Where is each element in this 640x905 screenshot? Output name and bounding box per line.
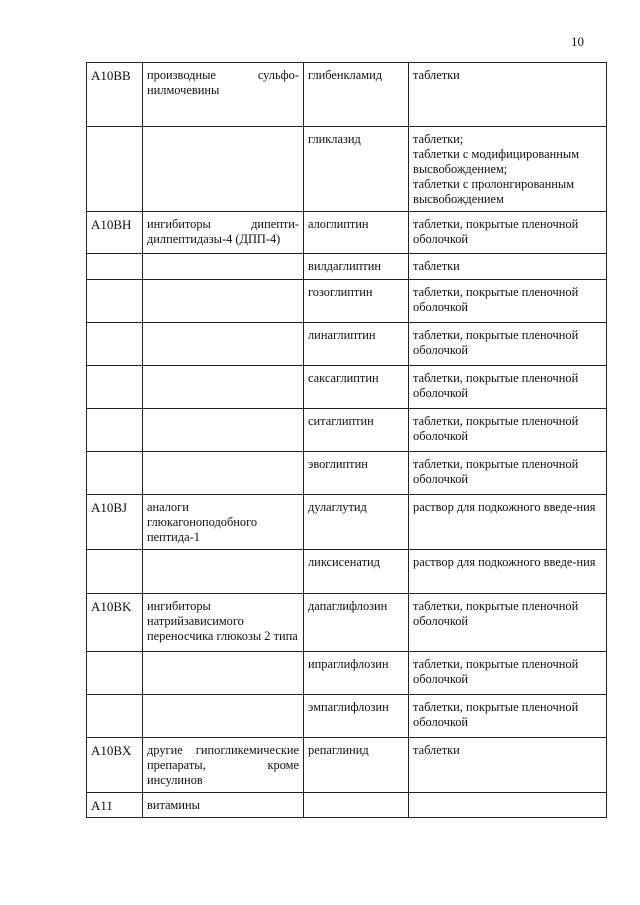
atc-code-cell bbox=[87, 409, 143, 452]
drug-name-cell: вилдаглиптин bbox=[304, 254, 409, 280]
pharmacological-group-cell bbox=[143, 550, 304, 594]
dosage-form-line: таблетки с модифицированным высвобождением; bbox=[413, 147, 580, 176]
atc-code-cell bbox=[87, 323, 143, 366]
drug-name-cell: ликсисенатид bbox=[304, 550, 409, 594]
atc-code-cell: A11 bbox=[87, 793, 143, 818]
drug-name-cell: алоглиптин bbox=[304, 212, 409, 254]
dosage-form-cell bbox=[409, 212, 607, 254]
dosage-form-cell bbox=[409, 409, 607, 452]
dosage-form-line: таблетки, покрытые пленочной оболочкой bbox=[413, 328, 579, 357]
atc-code-cell bbox=[87, 652, 143, 695]
pharmacological-group-cell: аналоги глюкагоноподобного пептида-1 bbox=[143, 495, 304, 550]
table-row bbox=[87, 550, 607, 594]
dosage-form-line: таблетки bbox=[413, 68, 460, 82]
dosage-form-line: раствор для подкожного введе-ния bbox=[413, 500, 596, 514]
atc-code-cell bbox=[87, 550, 143, 594]
dosage-form-line: таблетки bbox=[413, 743, 460, 757]
drug-name-cell: гозоглиптин bbox=[304, 280, 409, 323]
drug-classification-table bbox=[86, 62, 607, 818]
pharmacological-group-cell bbox=[143, 366, 304, 409]
page-number: 10 bbox=[571, 34, 584, 49]
table-body bbox=[87, 63, 607, 818]
dosage-form-cell bbox=[409, 495, 607, 550]
drug-name-cell: ситаглиптин bbox=[304, 409, 409, 452]
dosage-form-line: таблетки; bbox=[413, 132, 464, 146]
atc-code-cell: A10BX bbox=[87, 738, 143, 793]
drug-name-cell bbox=[304, 793, 409, 818]
dosage-form-line: таблетки bbox=[413, 259, 460, 273]
table-row bbox=[87, 594, 607, 652]
table-row bbox=[87, 212, 607, 254]
dosage-form-line: раствор для подкожного введе-ния bbox=[413, 555, 596, 569]
drug-name-cell: репаглинид bbox=[304, 738, 409, 793]
atc-code-cell bbox=[87, 127, 143, 212]
atc-code-cell bbox=[87, 452, 143, 495]
dosage-form-cell bbox=[409, 127, 607, 212]
pharmacological-group-cell bbox=[143, 280, 304, 323]
atc-code-cell: A10BH bbox=[87, 212, 143, 254]
dosage-form-cell bbox=[409, 366, 607, 409]
drug-name-cell: ипраглифлозин bbox=[304, 652, 409, 695]
pharmacological-group-cell bbox=[143, 652, 304, 695]
table-row bbox=[87, 793, 607, 818]
drug-name-cell: эмпаглифлозин bbox=[304, 695, 409, 738]
table-row bbox=[87, 695, 607, 738]
table-row bbox=[87, 127, 607, 212]
atc-code-cell: A10BK bbox=[87, 594, 143, 652]
drug-name-cell: саксаглиптин bbox=[304, 366, 409, 409]
atc-code-cell: A10BB bbox=[87, 63, 143, 127]
table-row bbox=[87, 366, 607, 409]
pharmacological-group-cell bbox=[143, 323, 304, 366]
drug-name-cell: эвоглиптин bbox=[304, 452, 409, 495]
drug-name-cell: линаглиптин bbox=[304, 323, 409, 366]
dosage-form-cell bbox=[409, 594, 607, 652]
table-row bbox=[87, 254, 607, 280]
pharmacological-group-cell bbox=[143, 254, 304, 280]
drug-name-cell: дулаглутид bbox=[304, 495, 409, 550]
table-row bbox=[87, 409, 607, 452]
dosage-form-line: таблетки, покрытые пленочной оболочкой bbox=[413, 217, 579, 246]
dosage-form-cell bbox=[409, 738, 607, 793]
pharmacological-group-cell: витамины bbox=[143, 793, 304, 818]
dosage-form-line: таблетки, покрытые пленочной оболочкой bbox=[413, 657, 579, 686]
table-row bbox=[87, 452, 607, 495]
drug-name-cell: глибенкламид bbox=[304, 63, 409, 127]
dosage-form-cell bbox=[409, 280, 607, 323]
dosage-form-cell bbox=[409, 63, 607, 127]
atc-code-cell: A10BJ bbox=[87, 495, 143, 550]
pharmacological-group-cell bbox=[143, 695, 304, 738]
drug-name-cell: дапаглифлозин bbox=[304, 594, 409, 652]
drug-name-cell: гликлазид bbox=[304, 127, 409, 212]
table-row bbox=[87, 63, 607, 127]
dosage-form-cell bbox=[409, 695, 607, 738]
atc-code-cell bbox=[87, 280, 143, 323]
dosage-form-cell bbox=[409, 452, 607, 495]
atc-code-cell bbox=[87, 254, 143, 280]
dosage-form-line: таблетки, покрытые пленочной оболочкой bbox=[413, 700, 579, 729]
dosage-form-line: таблетки, покрытые пленочной оболочкой bbox=[413, 371, 579, 400]
dosage-form-cell bbox=[409, 323, 607, 366]
pharmacological-group-cell: ингибиторы дипепти-дилпептидазы-4 (ДПП-4) bbox=[143, 212, 304, 254]
dosage-form-cell bbox=[409, 793, 607, 818]
dosage-form-line: таблетки, покрытые пленочной оболочкой bbox=[413, 285, 579, 314]
dosage-form-cell bbox=[409, 550, 607, 594]
table-row bbox=[87, 280, 607, 323]
pharmacological-group-cell: производные сульфо-нилмочевины bbox=[143, 63, 304, 127]
table-row bbox=[87, 652, 607, 695]
dosage-form-line: таблетки, покрытые пленочной оболочкой bbox=[413, 414, 579, 443]
pharmacological-group-cell: другие гипогликемические препараты, кроме инсулинов bbox=[143, 738, 304, 793]
table-row bbox=[87, 738, 607, 793]
dosage-form-line: таблетки, покрытые пленочной оболочкой bbox=[413, 457, 579, 486]
pharmacological-group-cell bbox=[143, 452, 304, 495]
dosage-form-cell bbox=[409, 254, 607, 280]
atc-code-cell bbox=[87, 366, 143, 409]
dosage-form-line: таблетки с пролонгированным высвобождением bbox=[413, 177, 575, 206]
atc-code-cell bbox=[87, 695, 143, 738]
table-row bbox=[87, 323, 607, 366]
table-row bbox=[87, 495, 607, 550]
pharmacological-group-cell bbox=[143, 127, 304, 212]
dosage-form-cell bbox=[409, 652, 607, 695]
pharmacological-group-cell bbox=[143, 409, 304, 452]
dosage-form-line: таблетки, покрытые пленочной оболочкой bbox=[413, 599, 579, 628]
pharmacological-group-cell: ингибиторы натрийзависимого переносчика глюкозы 2 типа bbox=[143, 594, 304, 652]
